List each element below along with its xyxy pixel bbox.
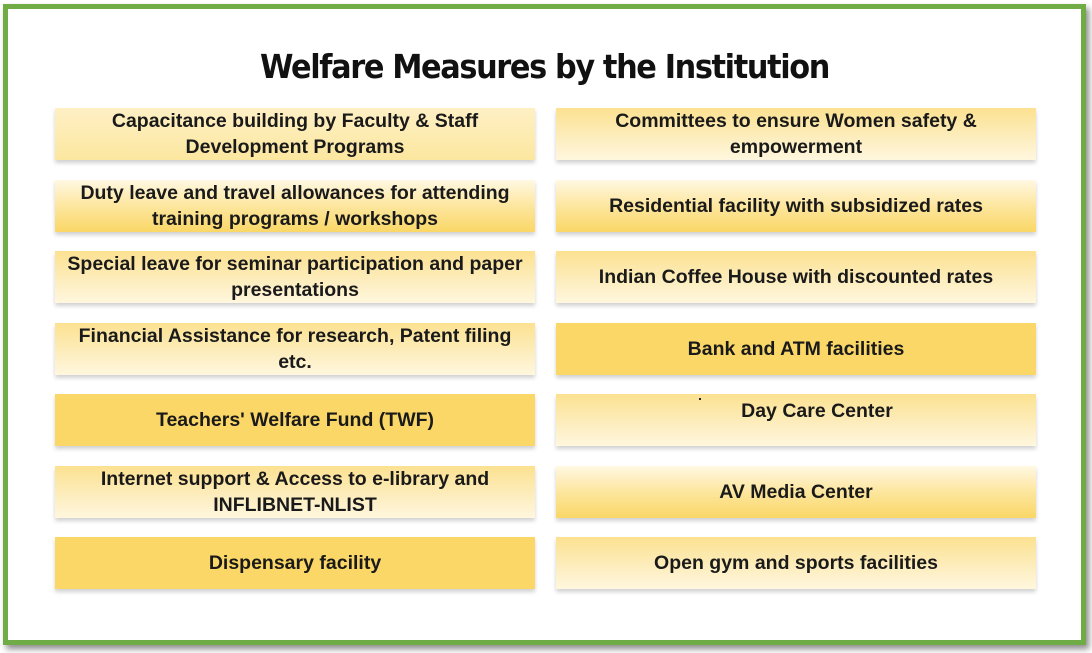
stray-dot	[699, 398, 701, 400]
card-teachers-welfare-fund	[55, 394, 535, 446]
card-label: AV Media Center	[719, 481, 873, 503]
card-bank-atm	[556, 323, 1036, 375]
card-label: Day Care Center	[741, 400, 893, 422]
card-label: Residential facility with subsidized rates	[609, 195, 983, 217]
card-women-safety	[556, 108, 1036, 160]
card-label: Teachers' Welfare Fund (TWF)	[155, 409, 435, 431]
card-day-care	[556, 394, 1036, 446]
card-dispensary	[55, 537, 535, 589]
card-label: Special leave for seminar participation and paper presentations	[67, 253, 523, 301]
card-internet-support	[55, 466, 535, 518]
card-label: Capacitance building by Faculty & Staff Development Programs	[111, 110, 479, 158]
card-open-gym	[556, 537, 1036, 589]
card-faculty-development	[55, 108, 535, 160]
card-financial-assistance	[55, 323, 535, 375]
card-label: Indian Coffee House with discounted rates	[598, 266, 994, 288]
card-av-media	[556, 466, 1036, 518]
card-label: Dispensary facility	[208, 552, 382, 574]
card-duty-leave	[55, 180, 535, 232]
card-coffee-house	[556, 251, 1036, 303]
slide-title: Welfare Measures by the Institution	[260, 47, 829, 86]
card-label: Bank and ATM facilities	[687, 338, 905, 360]
card-label: Open gym and sports facilities	[654, 552, 938, 574]
card-label: Financial Assistance for research, Patent filing etc.	[78, 325, 512, 373]
card-residential-facility	[556, 180, 1036, 232]
card-label: Duty leave and travel allowances for attending training programs / workshops	[80, 182, 510, 230]
card-label: Committees to ensure Women safety & empowerment	[615, 110, 977, 158]
card-special-leave	[55, 251, 535, 303]
card-label: Internet support & Access to e-library and INFLIBNET-NLIST	[100, 468, 490, 516]
slide-frame	[3, 4, 1086, 645]
